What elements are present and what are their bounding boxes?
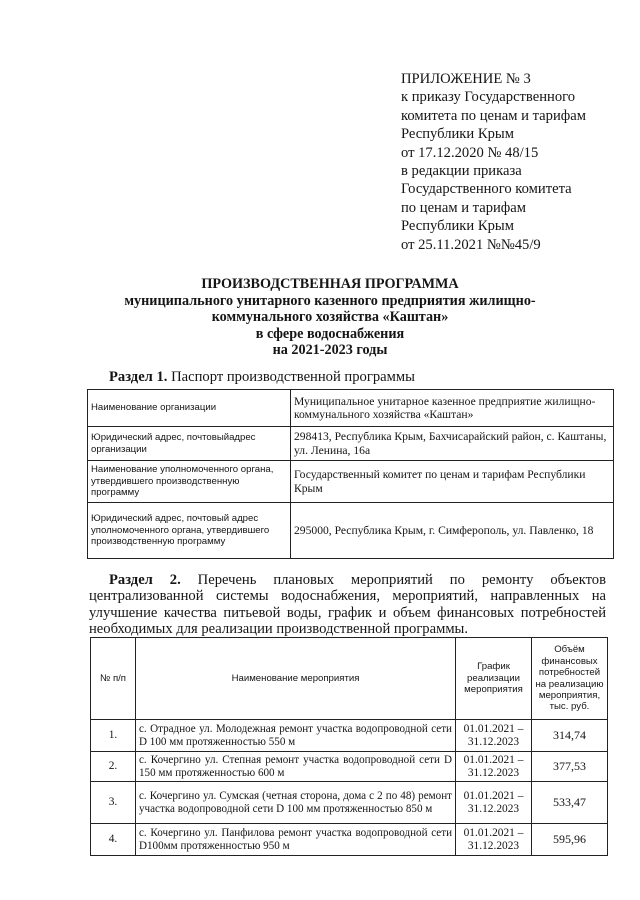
appendix-line: комитета по ценам и тарифам [401,107,586,124]
row-schedule: 01.01.2021 – 31.12.2023 [456,824,532,856]
table-row [91,782,608,824]
section2-heading [89,572,606,638]
table-row [91,824,608,856]
table-row [88,427,614,461]
passport-label: Наименование организации [88,390,291,427]
appendix-line: от 17.12.2020 № 48/15 [401,144,539,161]
measures-table [90,637,608,856]
section2-label: Раздел 2. [109,572,181,588]
row-num: 3. [91,782,136,824]
title-line: ПРОИЗВОДСТВЕННАЯ ПРОГРАММА [201,276,459,292]
passport-label: Юридический адрес, почтовыйадрес организации [88,427,291,461]
passport-label: Наименование уполномоченного органа, утвердившего производственную программу [88,461,291,503]
passport-value: Муниципальное унитарное казенное предприятие жилищно-коммунального хозяйства «Каштан» [291,390,614,427]
row-amount: 314,74 [532,720,608,752]
appendix-line: по ценам и тарифам [401,199,526,216]
row-name: с. Кочергино ул. Степная ремонт участка водопроводной сети D 150 мм протяженностью 600 м [136,752,456,782]
appendix-line: Республики Крым [401,218,514,235]
row-amount: 595,96 [532,824,608,856]
passport-value: 298413, Республика Крым, Бахчисарайский район, с. Каштаны, ул. Ленина, 16а [291,427,614,461]
row-name: с. Отрадное ул. Молодежная ремонт участка водопроводной сети D 100 мм протяженностью 550 м [136,720,456,752]
header-volume: Объём финансовых потребностей на реализацию мероприятия, тыс. руб. [532,638,608,720]
table-row [91,720,608,752]
appendix-line: Государственного комитета [401,181,572,198]
header-schedule: График реализации мероприятия [456,638,532,720]
appendix-line: от 25.11.2021 №№45/9 [401,236,541,253]
title-line: муниципального унитарного казенного предприятия жилищно- [124,292,536,309]
row-num: 2. [91,752,136,782]
table-header-row [91,638,608,720]
section1-heading [109,369,415,386]
row-num: 1. [91,720,136,752]
title-line: на 2021-2023 годы [272,342,388,359]
appendix-line: в редакции приказа [401,163,522,180]
header-name: Наименование мероприятия [136,638,456,720]
row-name: с. Кочергино ул. Сумская (четная сторона, дома с 2 по 48) ремонт участка водопроводной сети D 100 мм протяженностью 850 м [136,782,456,824]
appendix-line: ПРИЛОЖЕНИЕ № 3 [401,71,531,87]
passport-table [87,389,614,559]
passport-value: 295000, Республика Крым, г. Симферополь, ул. Павленко, 18 [291,503,614,559]
row-num: 4. [91,824,136,856]
row-schedule: 01.01.2021 – 31.12.2023 [456,752,532,782]
table-row [88,503,614,559]
row-amount: 533,47 [532,782,608,824]
title-line: коммунального хозяйства «Каштан» [211,309,449,326]
appendix-line: Республики Крым [401,126,514,143]
row-schedule: 01.01.2021 – 31.12.2023 [456,782,532,824]
row-name: с. Кочергино ул. Панфилова ремонт участка водопроводной сети D100мм протяженностью 950 м [136,824,456,856]
table-row [88,390,614,427]
section1-label: Раздел 1. [109,369,168,385]
table-row [91,752,608,782]
appendix-line: к приказу Государственного [401,89,576,106]
document-title [70,276,590,359]
passport-value: Государственный комитет по ценам и тарифам Республики Крым [291,461,614,503]
header-num: № п/п [91,638,136,720]
section2-text: Перечень плановых мероприятий по ремонту объектов централизованной системы водоснабжения, мероприятий, направленных на улучшение качества питьевой воды, график и объем финансовых потребностей необходимых для реализации производственной программы. [89,572,606,638]
section1-heading-text: Паспорт производственной программы [167,369,415,385]
appendix-block [401,70,631,254]
table-row [88,461,614,503]
passport-label: Юридический адрес, почтовый адрес уполномоченного органа, утвердившего производственную программу [88,503,291,559]
row-amount: 377,53 [532,752,608,782]
title-line: в сфере водоснабжения [255,325,405,342]
row-schedule: 01.01.2021 – 31.12.2023 [456,720,532,752]
